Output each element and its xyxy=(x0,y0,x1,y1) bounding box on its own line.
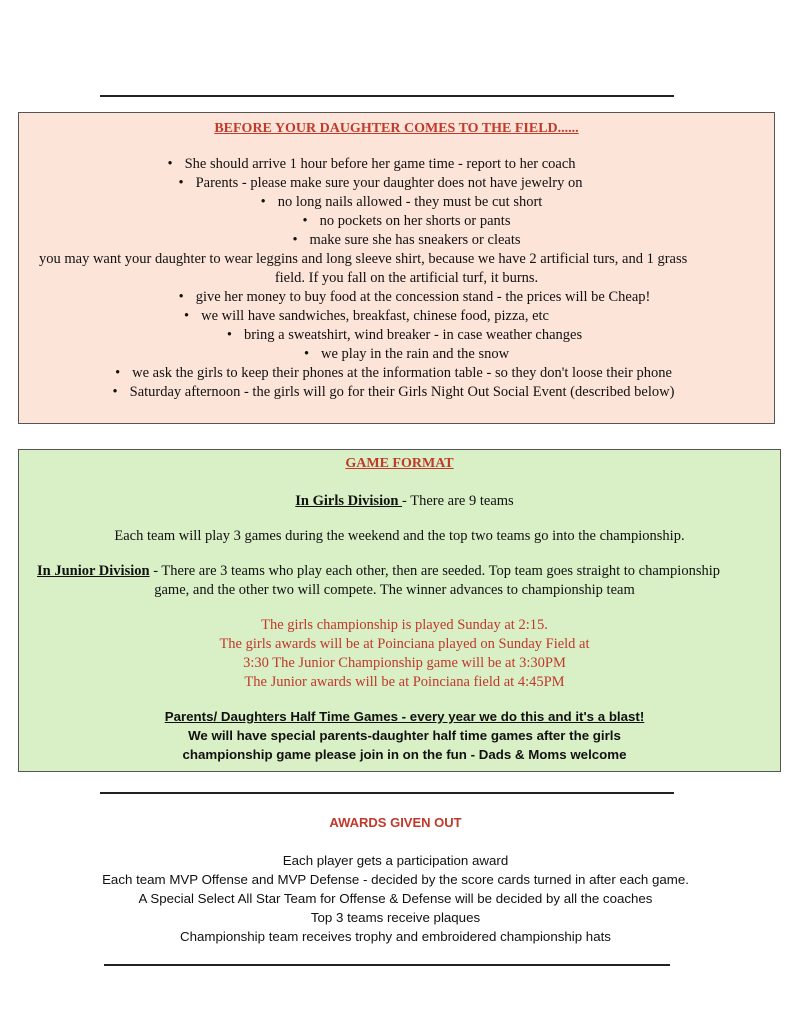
award-line: Top 3 teams receive plaques xyxy=(310,910,481,925)
before-item: • bring a sweatshirt, wind breaker - in case weather changes xyxy=(35,326,774,345)
before-item: • Saturday afternoon - the girls will go for their Girls Night Out Social Event (described below) xyxy=(13,383,774,402)
game-format-title: GAME FORMAT xyxy=(345,456,454,471)
before-item: • no pockets on her shorts or pants xyxy=(39,212,774,231)
junior-division-label: In Junior Division xyxy=(37,563,150,579)
schedule-line: The Junior awards will be at Poinciana field at 4:45PM xyxy=(244,674,565,690)
before-item-text: give her money to buy food at the concession stand - the prices will be Cheap! xyxy=(195,289,651,305)
each-team-line: Each team will play 3 games during the weekend and the top two teams go into the championship. xyxy=(114,528,685,544)
schedule-line: The girls championship is played Sunday at 2:15. xyxy=(261,617,548,633)
before-item: • no long nails allowed - they must be cut short xyxy=(29,193,774,212)
before-title: BEFORE YOUR DAUGHTER COMES TO THE FIELD...... xyxy=(214,121,579,136)
girls-division-line xyxy=(29,492,780,511)
junior-division-line2: game, and the other two will compete. The winner advances to championship team xyxy=(154,582,635,598)
girls-division-label: In Girls Division xyxy=(295,493,403,509)
top-divider xyxy=(100,95,674,97)
halftime-line1: We will have special parents-daughter half time games after the girls xyxy=(188,728,621,743)
before-item xyxy=(55,288,774,307)
awards-title: AWARDS GIVEN OUT xyxy=(329,815,462,830)
game-format-section xyxy=(18,449,781,772)
award-line: Each team MVP Offense and MVP Defense - decided by the score cards turned in after each game. xyxy=(102,872,689,887)
award-line: Championship team receives trophy and embroidered championship hats xyxy=(180,929,611,944)
before-field-section xyxy=(18,112,775,424)
junior-division-line1 xyxy=(37,562,720,581)
girls-division-text: - There are 9 teams xyxy=(402,493,514,509)
before-item: • She should arrive 1 hour before her game time - report to her coach xyxy=(0,155,774,174)
before-item: • we will have sandwiches, breakfast, chinese food, pizza, etc xyxy=(0,307,774,326)
before-paragraph-line2: field. If you fall on the artificial turf, it burns. xyxy=(274,270,539,286)
award-line: A Special Select All Star Team for Offense & Defense will be decided by all the coaches xyxy=(138,891,653,906)
halftime-line2: championship game please join in on the fun - Dads & Moms welcome xyxy=(182,747,627,762)
junior-division-text: - There are 3 teams who play each other, then are seeded. Top team goes straight to championship xyxy=(149,563,720,579)
before-item: • make sure she has sneakers or cleats xyxy=(39,231,774,250)
halftime-title: Parents/ Daughters Half Time Games - every year we do this and it's a blast! xyxy=(164,709,645,724)
schedule-line: 3:30 The Junior Championship game will be at 3:30PM xyxy=(243,655,566,671)
bottom-divider xyxy=(104,964,670,966)
award-line: Each player gets a participation award xyxy=(282,853,509,868)
schedule-line: The girls awards will be at Poinciana played on Sunday Field at xyxy=(219,636,590,652)
before-paragraph-line1: you may want your daughter to wear leggins and long sleeve shirt, because we have 2 artificial turs, and 1 grass xyxy=(39,251,688,267)
before-item: • we ask the girls to keep their phones at the information table - so they don't loose their phone xyxy=(13,364,774,383)
middle-divider xyxy=(100,792,674,794)
before-item: • we play in the rain and the snow xyxy=(39,345,774,364)
before-item: • Parents - please make sure your daughter does not have jewelry on xyxy=(0,174,774,193)
